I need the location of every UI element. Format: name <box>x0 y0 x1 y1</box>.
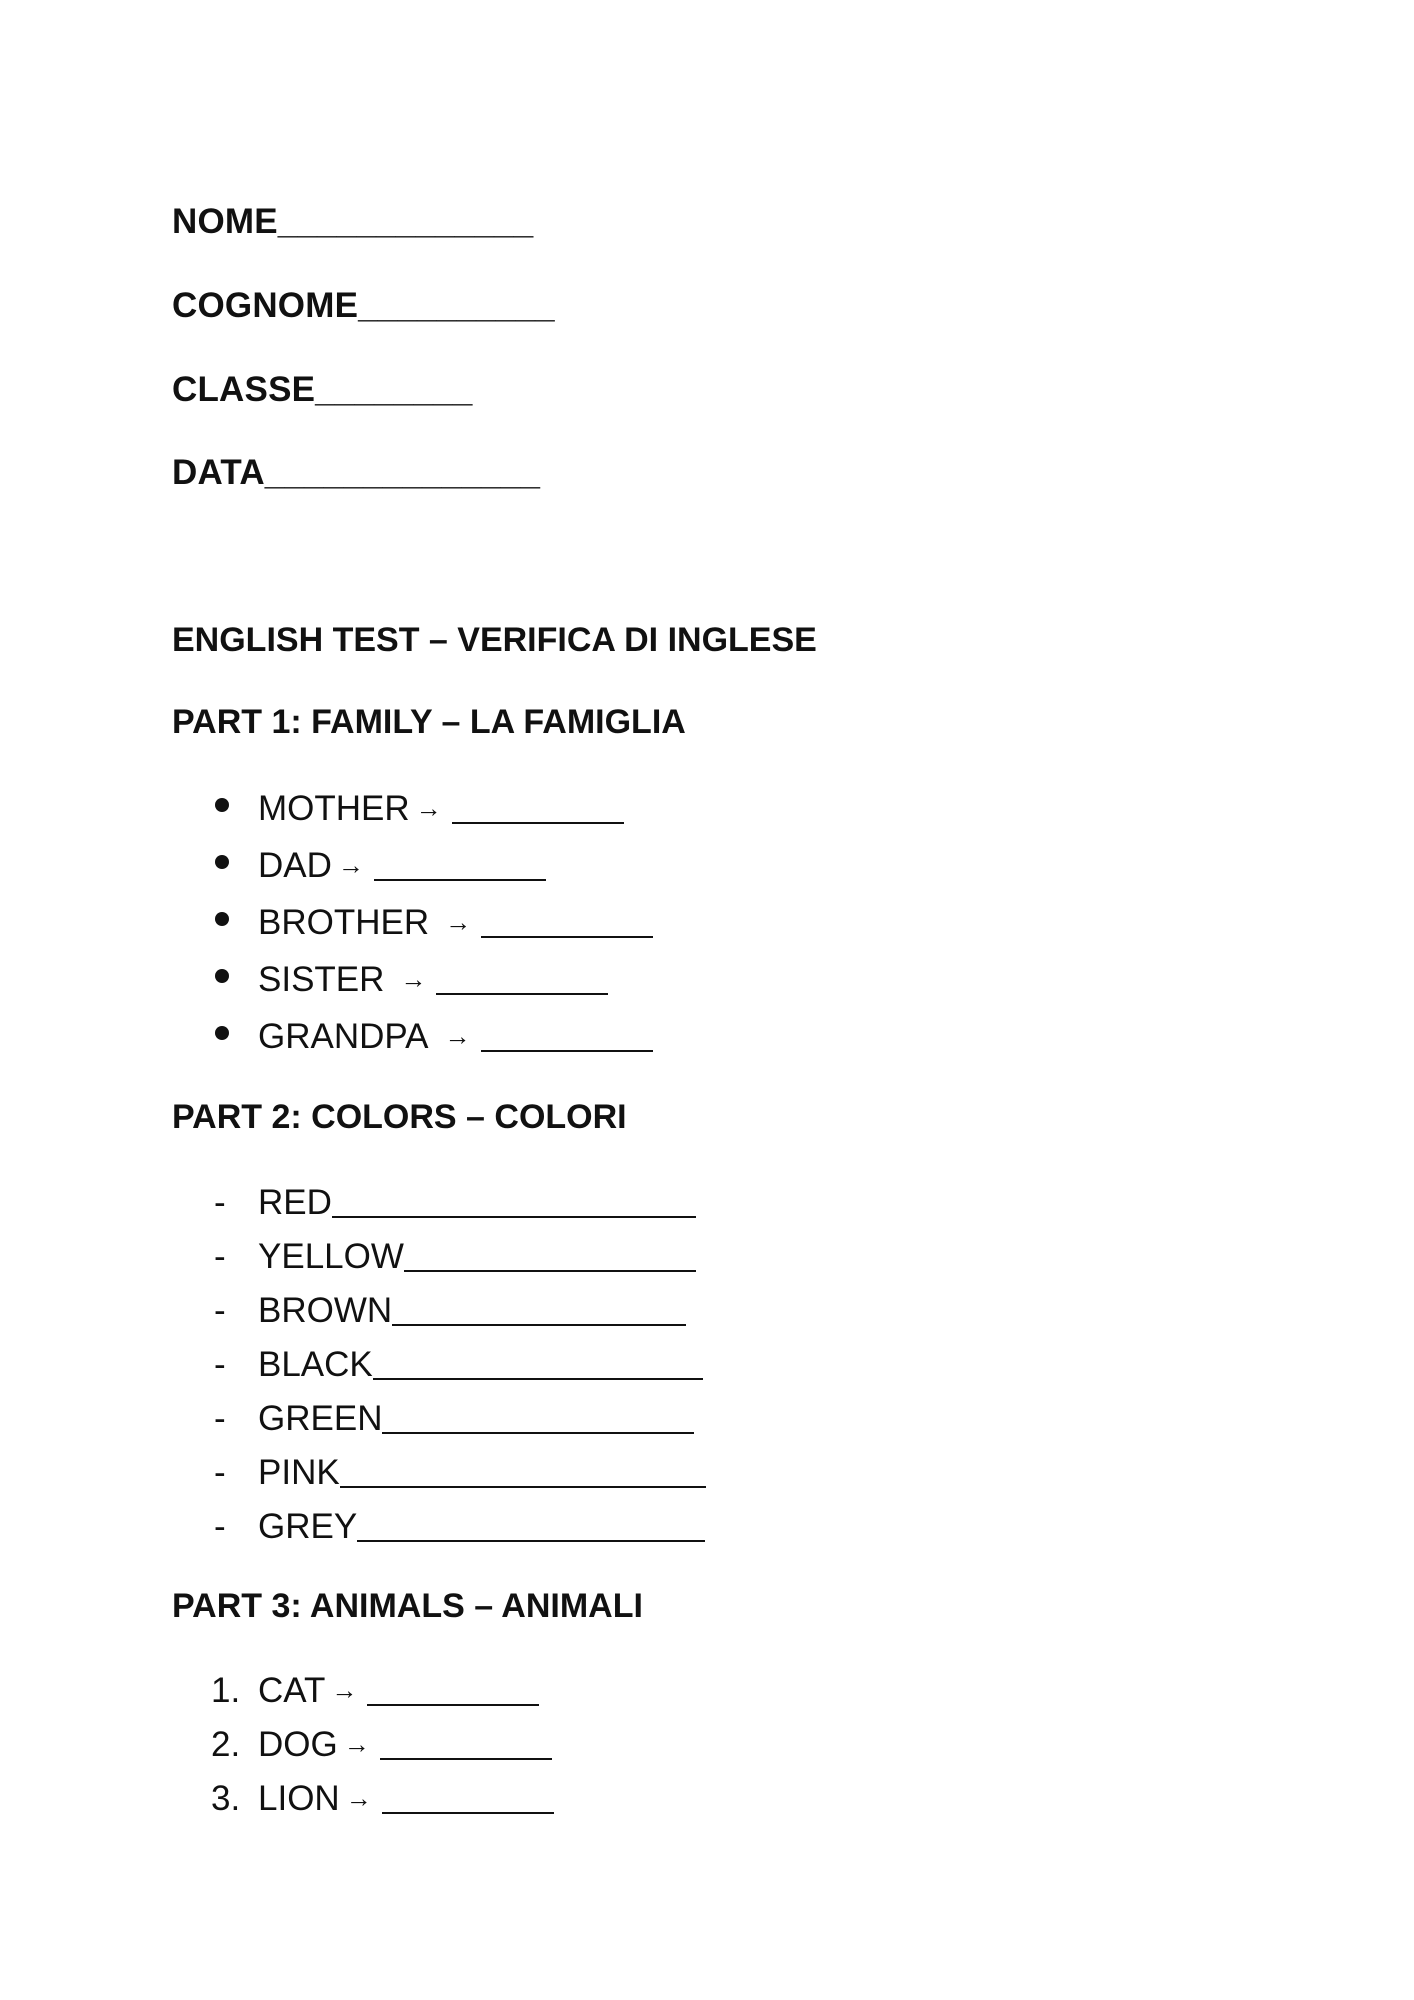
color-word: GREEN <box>258 1399 383 1438</box>
family-word: MOTHER <box>258 789 410 828</box>
animal-item <box>211 1778 554 1821</box>
bullet-icon <box>215 969 229 983</box>
item-number: 3. <box>211 1779 241 1818</box>
animal-word: DOG <box>258 1725 338 1764</box>
dash-marker: - <box>214 1399 226 1438</box>
answer-blank <box>373 1348 703 1380</box>
answer-blank <box>382 1782 554 1814</box>
part2-heading: PART 2: COLORS – COLORI <box>172 1098 627 1136</box>
family-item <box>211 902 653 945</box>
answer-blank <box>436 963 608 995</box>
family-word: BROTHER <box>258 903 430 942</box>
family-item <box>211 845 546 888</box>
answer-blank <box>404 1240 696 1272</box>
color-item <box>211 1182 696 1223</box>
color-item <box>211 1290 686 1331</box>
dash-marker: - <box>214 1237 226 1276</box>
answer-blank <box>340 1456 706 1488</box>
family-word: SISTER <box>258 960 385 999</box>
cognome-field: COGNOME__________ <box>172 286 555 325</box>
animal-item <box>211 1670 539 1713</box>
color-item <box>211 1452 706 1493</box>
answer-blank <box>380 1728 552 1760</box>
answer-blank <box>392 1294 686 1326</box>
item-number: 2. <box>211 1725 241 1764</box>
bullet-icon <box>215 1026 229 1040</box>
color-item <box>211 1236 696 1277</box>
dash-marker: - <box>214 1183 226 1222</box>
dash-marker: - <box>214 1291 226 1330</box>
answer-blank <box>481 906 653 938</box>
part3-heading: PART 3: ANIMALS – ANIMALI <box>172 1587 643 1625</box>
bullet-icon <box>215 912 229 926</box>
answer-blank <box>357 1510 705 1542</box>
dash-marker: - <box>214 1345 226 1384</box>
arrow-right-icon: → <box>337 850 364 880</box>
color-word: GREY <box>258 1507 358 1546</box>
answer-blank <box>452 792 624 824</box>
family-word: DAD <box>258 846 332 885</box>
animal-word: LION <box>258 1779 340 1818</box>
color-item <box>211 1398 694 1439</box>
bullet-icon <box>215 798 229 812</box>
arrow-right-icon: → <box>345 1783 372 1813</box>
nome-field: NOME_____________ <box>172 202 534 241</box>
arrow-right-icon: → <box>445 907 472 937</box>
color-word: BROWN <box>258 1291 393 1330</box>
arrow-right-icon: → <box>400 964 427 994</box>
classe-field: CLASSE________ <box>172 370 473 409</box>
color-item <box>211 1344 703 1385</box>
animal-word: CAT <box>258 1671 326 1710</box>
family-item <box>211 959 608 1002</box>
color-word: YELLOW <box>258 1237 404 1276</box>
arrow-right-icon: → <box>415 793 442 823</box>
item-number: 1. <box>211 1671 241 1710</box>
animal-item <box>211 1724 552 1767</box>
family-item <box>211 788 624 831</box>
color-item <box>211 1506 705 1547</box>
arrow-right-icon: → <box>444 1021 471 1051</box>
dash-marker: - <box>214 1453 226 1492</box>
color-word: RED <box>258 1183 332 1222</box>
color-word: BLACK <box>258 1345 373 1384</box>
answer-blank <box>367 1674 539 1706</box>
part1-heading: PART 1: FAMILY – LA FAMIGLIA <box>172 703 686 741</box>
arrow-right-icon: → <box>331 1675 358 1705</box>
answer-blank <box>374 849 546 881</box>
dash-marker: - <box>214 1507 226 1546</box>
bullet-icon <box>215 855 229 869</box>
family-item <box>211 1016 653 1059</box>
family-word: GRANDPA <box>258 1017 429 1056</box>
arrow-right-icon: → <box>343 1729 370 1759</box>
data-field: DATA______________ <box>172 453 541 492</box>
answer-blank <box>382 1402 694 1434</box>
answer-blank <box>332 1186 696 1218</box>
test-title: ENGLISH TEST – VERIFICA DI INGLESE <box>172 621 817 659</box>
answer-blank <box>481 1020 653 1052</box>
color-word: PINK <box>258 1453 340 1492</box>
